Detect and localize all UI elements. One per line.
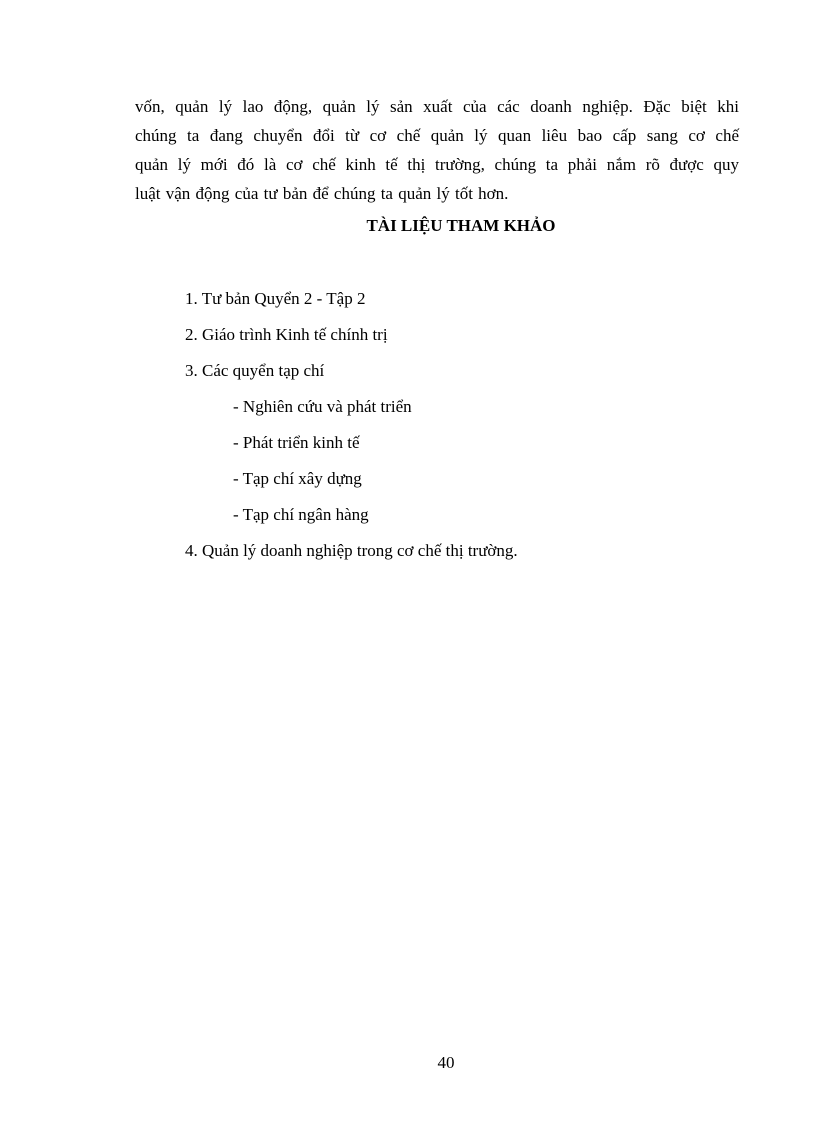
body-paragraph (135, 92, 739, 208)
body-line: chúng ta đang chuyển đổi từ cơ chế quản lý quan liêu bao cấp sang cơ chế (135, 126, 739, 145)
body-line: vốn, quản lý lao động, quản lý sản xuất của các doanh nghiệp. Đặc biệt khi (135, 97, 739, 116)
reference-subitem: - Tạp chí ngân hàng (233, 505, 369, 524)
body-line: quản lý mới đó là cơ chế kinh tế thị trường, chúng ta phải nắm rõ được quy (135, 155, 739, 174)
reference-subitem: - Tạp chí xây dựng (233, 469, 362, 488)
reference-subitem: - Nghiên cứu và phát triển (233, 397, 412, 416)
reference-item: 3. Các quyển tạp chí (185, 361, 325, 380)
references-heading: TÀI LIỆU THAM KHẢO (366, 216, 556, 235)
references-list (185, 284, 518, 572)
reference-item: 2. Giáo trình Kinh tế chính trị (185, 325, 388, 344)
body-line: luật vận động của tư bản để chúng ta quản lý tốt hơn. (135, 184, 509, 203)
reference-item: 4. Quản lý doanh nghiệp trong cơ chế thị trường. (185, 541, 518, 560)
reference-item: 1. Tư bản Quyển 2 - Tập 2 (185, 289, 366, 308)
page-number: 40 (437, 1053, 455, 1072)
reference-subitem: - Phát triển kinh tế (233, 433, 360, 452)
